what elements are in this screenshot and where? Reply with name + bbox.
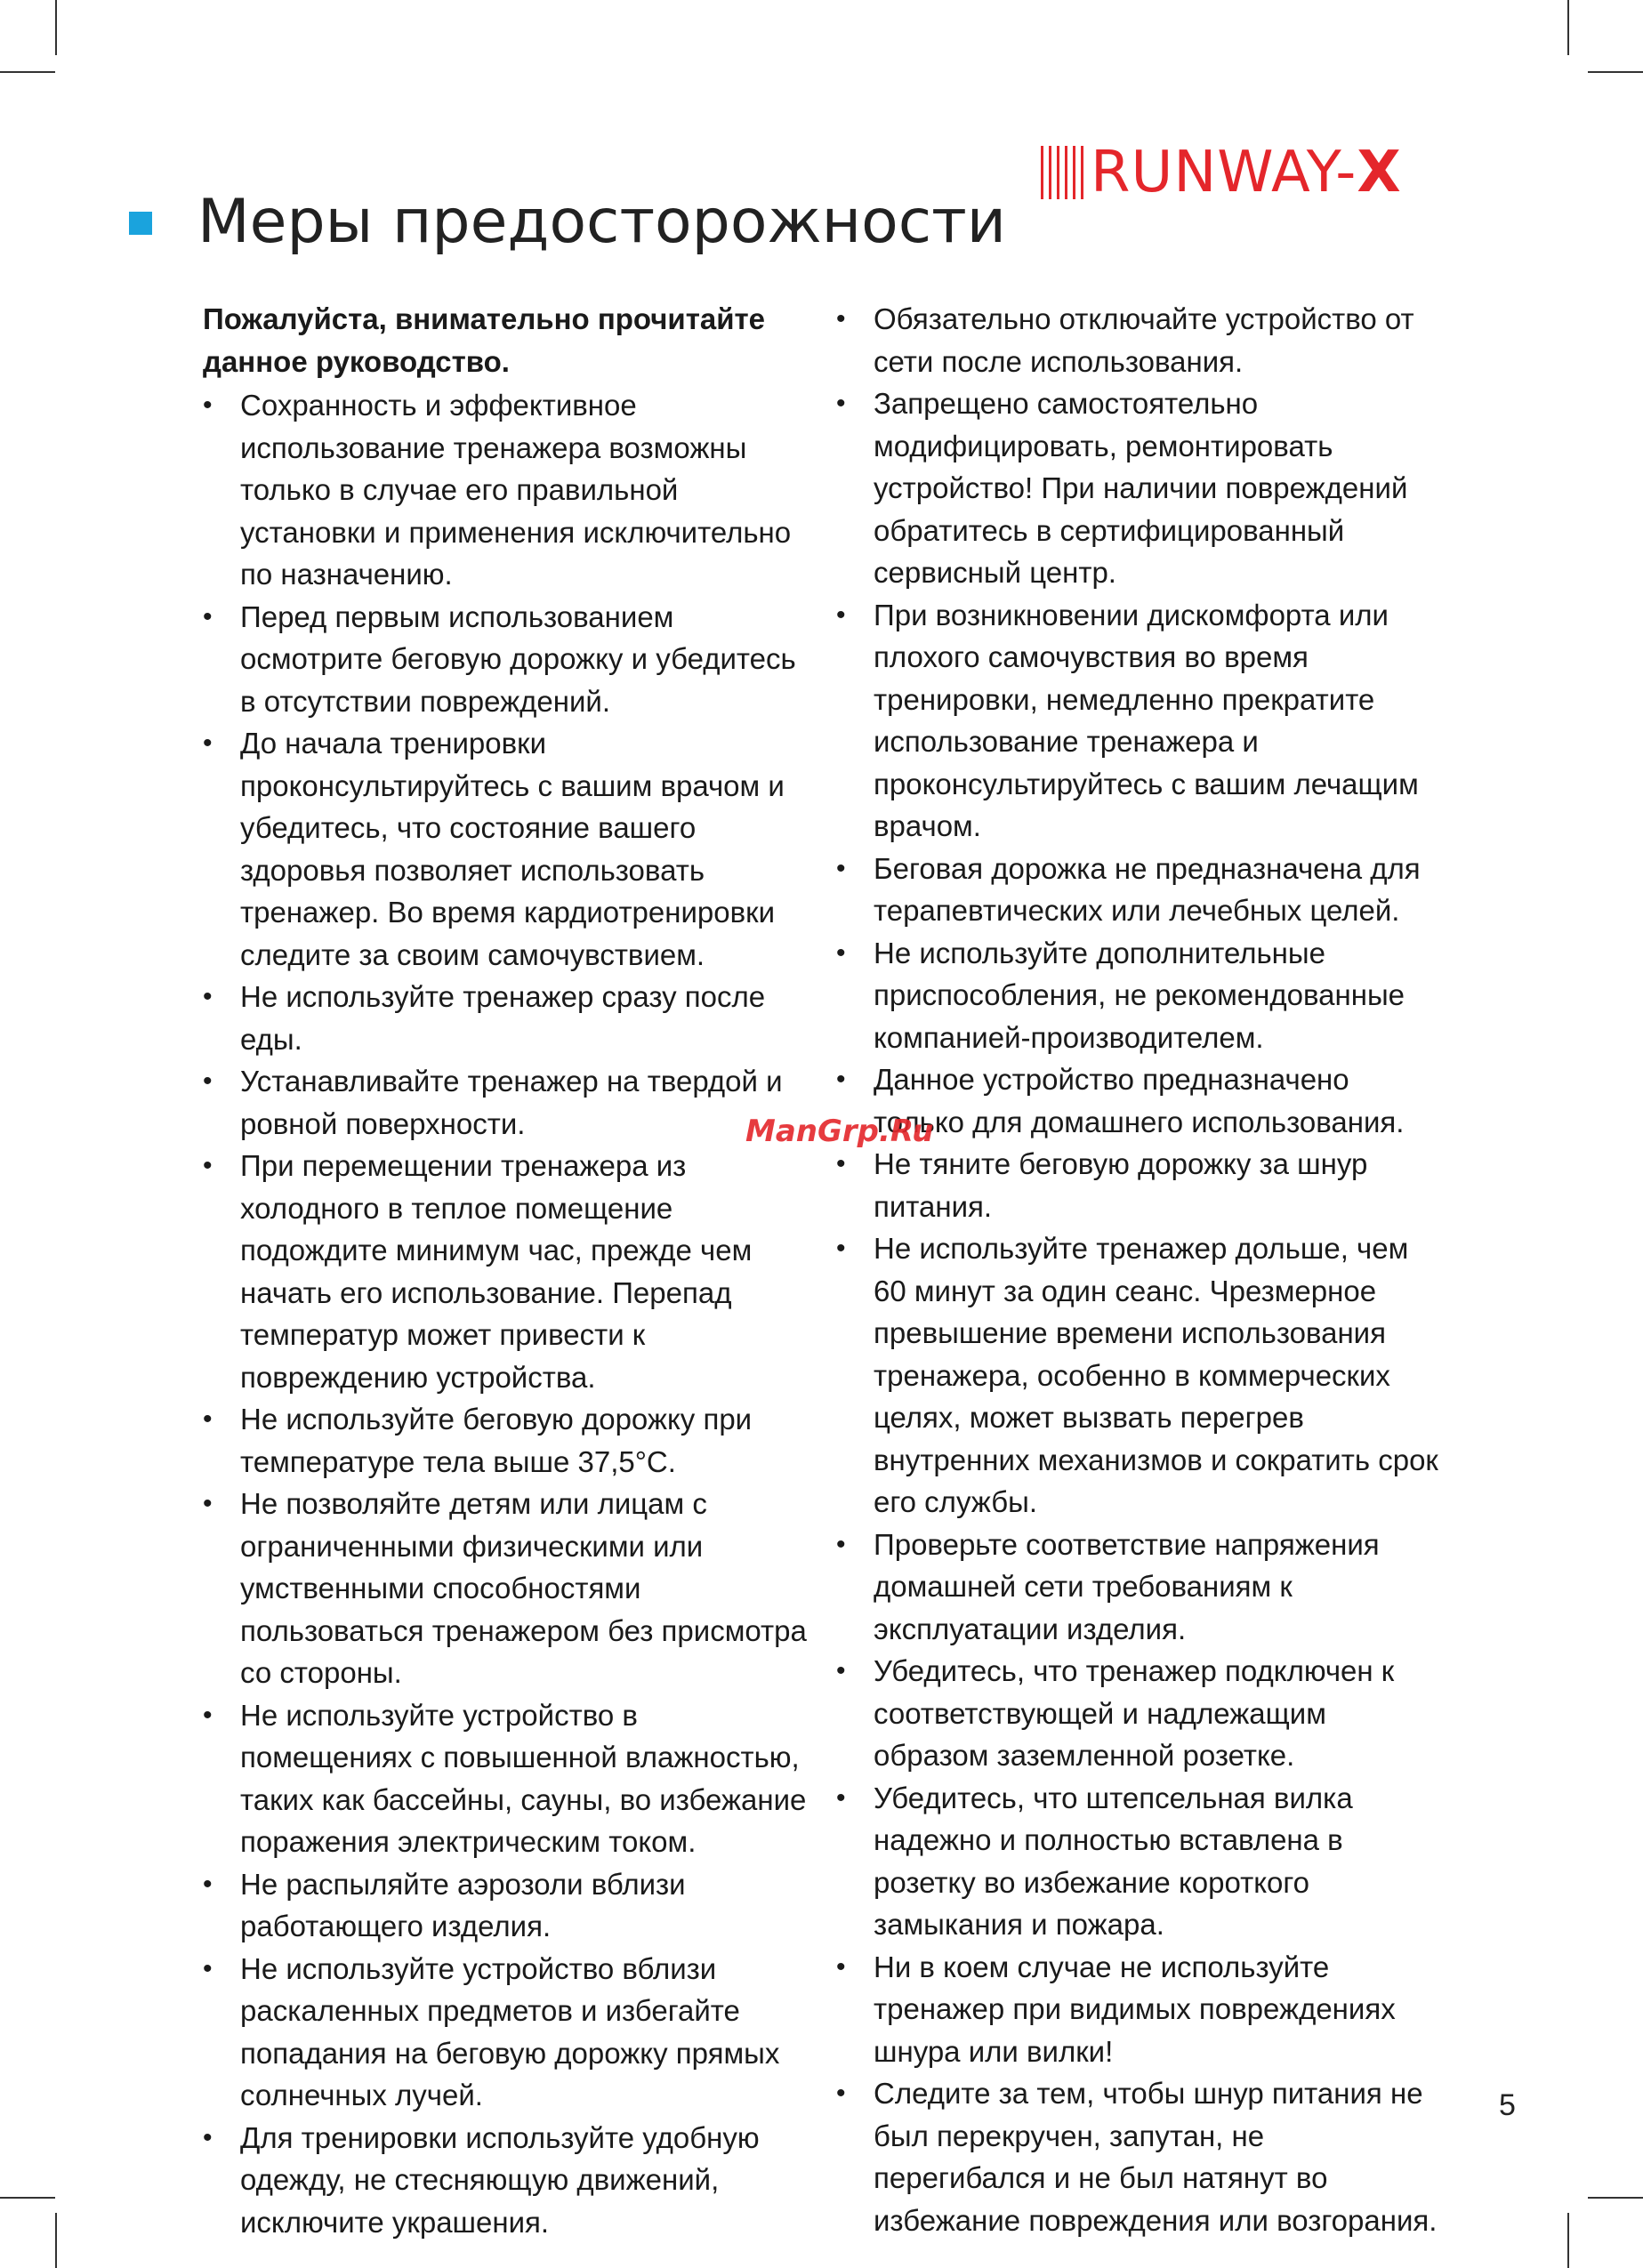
left-bullet-list: [203, 384, 808, 2243]
list-item-text: Проверьте соответствие напряжения домашней сети требованиям к эксплуатации изделия.: [874, 1527, 1380, 1645]
bullet-icon: •: [836, 599, 846, 630]
list-item: [203, 2117, 808, 2244]
list-item: [203, 1060, 808, 1145]
bullet-icon: •: [203, 1404, 213, 1434]
list-item: [203, 1948, 808, 2117]
list-item-text: Убедитесь, что тренажер подключен к соответствующей и надлежащим образом заземленной розетке.: [874, 1654, 1395, 1772]
watermark: ManGrp.Ru: [745, 1114, 934, 1149]
list-item-text: Не используйте беговую дорожку при температуре тела выше 37,5°С.: [240, 1403, 753, 1478]
right-column: [836, 298, 1441, 2241]
logo-bars-icon: [1041, 146, 1083, 199]
bullet-icon: •: [203, 1869, 213, 1899]
list-item: [836, 1650, 1441, 1777]
list-item-text: Обязательно отключайте устройство от сети после использования.: [874, 302, 1414, 378]
list-item: [836, 594, 1441, 848]
list-item: [836, 1524, 1441, 1651]
list-item-text: Не распыляйте аэрозоли вблизи работающего изделия.: [240, 1867, 686, 1942]
list-item-text: Не используйте тренажер сразу после еды.: [240, 980, 766, 1056]
crop-mark: [55, 0, 57, 55]
list-item-text: Ни в коем случае не используйте тренажер при видимых повреждениях шнура или вилки!: [874, 1950, 1396, 2068]
bullet-icon: •: [836, 304, 846, 334]
list-item-text: Сохранность и эффективное использование тренажера возможны только в случае его правильной установки и применения исключительно по назначению.: [240, 389, 792, 591]
left-column: [203, 298, 808, 2243]
list-item-text: Для тренировки используйте удобную одежду, не стесняющую движений, исключите украшения.: [240, 2120, 760, 2239]
list-item-text: При перемещении тренажера из холодного в теплое помещение подождите минимум час, прежде чем начать его использование. Перепад температур может привести к повреждению устройства.: [240, 1149, 753, 1394]
page-title: Меры предосторожности: [197, 187, 1006, 257]
list-item-text: Перед первым использованием осмотрите беговую дорожку и убедитесь в отсутствии повреждений.: [240, 599, 796, 718]
bullet-icon: •: [836, 1149, 846, 1178]
list-item-text: Не используйте дополнительные приспособления, не рекомендованные компанией-производителем.: [874, 936, 1405, 1054]
list-item: [836, 298, 1441, 382]
bullet-icon: •: [203, 2122, 213, 2152]
bullet-icon: •: [203, 1151, 213, 1180]
lead-text: Пожалуйста, внимательно прочитайте данное руководство.: [203, 302, 766, 378]
bullet-icon: •: [836, 1951, 846, 1982]
bullet-icon: •: [836, 2079, 846, 2108]
bullet-icon: •: [836, 1065, 846, 1094]
bullet-icon: •: [836, 1529, 846, 1559]
list-item-text: При возникновении дискомфорта или плохого самочувствия во время тренировки, немедленно прекратите использование тренажера и проконсультируйтесь с вашим лечащим врачом.: [874, 598, 1419, 842]
list-item: [836, 2072, 1441, 2241]
list-item-text: Убедитесь, что штепсельная вилка надежно и полностью вставлена в розетку во избежание короткого замыкания и пожара.: [874, 1781, 1353, 1941]
bullet-icon: •: [203, 1953, 213, 1983]
bullet-icon: •: [203, 390, 213, 420]
list-item-text: Следите за тем, чтобы шнур питания не был перекручен, запутан, не перегибался и не был натянут во избежание повреждения или возгорания.: [874, 2077, 1438, 2237]
list-item: [203, 1483, 808, 1694]
list-item: [203, 596, 808, 723]
list-item: [836, 382, 1441, 594]
crop-mark: [1567, 2213, 1569, 2268]
bullet-icon: •: [203, 1700, 213, 1730]
list-item-text: Не позволяйте детям или лицам с ограниченными физическими или умственными способностями пользоваться тренажером без присмотра со стороны.: [240, 1487, 807, 1689]
list-item: [203, 1694, 808, 1863]
list-item: [203, 1398, 808, 1483]
bullet-icon: •: [203, 728, 213, 758]
bullet-icon: •: [836, 389, 846, 418]
crop-mark: [0, 71, 55, 73]
list-item: [836, 932, 1441, 1059]
list-item: [836, 848, 1441, 932]
crop-mark: [1588, 2197, 1643, 2199]
list-item-text: Не тяните беговую дорожку за шнур питания.: [874, 1147, 1368, 1223]
logo-text: RUNWAY-X: [1091, 140, 1402, 205]
brand-logo: [1041, 141, 1402, 205]
list-item-text: Не используйте тренажер дольше, чем 60 минут за один сеанс. Чрезмерное превышение времени использования тренажера, особенно в коммерческих целях, может вызвать перегрев внутренних механизмов и сократить срок его службы.: [874, 1232, 1438, 1518]
list-item-text: Устанавливайте тренажер на твердой и ровной поверхности.: [240, 1065, 783, 1140]
bullet-icon: •: [203, 601, 213, 631]
bullet-icon: •: [836, 853, 846, 883]
list-item-text: Беговая дорожка не предназначена для терапевтических или лечебных целей.: [874, 851, 1421, 927]
title-square-icon: [129, 212, 152, 235]
list-item: [203, 722, 808, 976]
list-item-text: Не используйте устройство в помещениях с повышенной влажностью, таких как бассейны, сауны, во избежание поражения электрическим током.: [240, 1698, 807, 1858]
crop-mark: [0, 2197, 55, 2199]
list-item: [203, 1145, 808, 1398]
bullet-icon: •: [836, 1782, 846, 1813]
list-item: [203, 384, 808, 596]
right-bullet-list: [836, 298, 1441, 2241]
bullet-icon: •: [836, 937, 846, 968]
list-item: [203, 976, 808, 1060]
crop-mark: [1567, 0, 1569, 55]
bullet-icon: •: [836, 1656, 846, 1685]
list-item: [203, 1863, 808, 1948]
crop-mark: [1588, 71, 1643, 73]
list-item: [836, 1946, 1441, 2073]
bullet-icon: •: [203, 1489, 213, 1518]
page-number: 5: [1499, 2088, 1516, 2122]
bullet-icon: •: [836, 1234, 846, 1263]
list-item: [836, 1143, 1441, 1227]
list-item-text: Данное устройство предназначено только для домашнего использования.: [874, 1063, 1405, 1138]
bullet-icon: •: [203, 1066, 213, 1096]
list-item-text: Запрещено самостоятельно модифицировать, ремонтировать устройство! При наличии повреждений обратитесь в сертифицированный сервисный центр.: [874, 387, 1408, 589]
list-item: [836, 1227, 1441, 1524]
list-item-text: Не используйте устройство вблизи раскаленных предметов и избегайте попадания на беговую дорожку прямых солнечных лучей.: [240, 1951, 780, 2111]
list-item-text: До начала тренировки проконсультируйтесь с вашим врачом и убедитесь, что состояние вашего здоровья позволяет использовать тренажер. Во время кардиотренировки следите за своим самочувствием.: [240, 727, 785, 971]
bullet-icon: •: [203, 982, 213, 1011]
list-item: [836, 1777, 1441, 1946]
crop-mark: [55, 2213, 57, 2268]
